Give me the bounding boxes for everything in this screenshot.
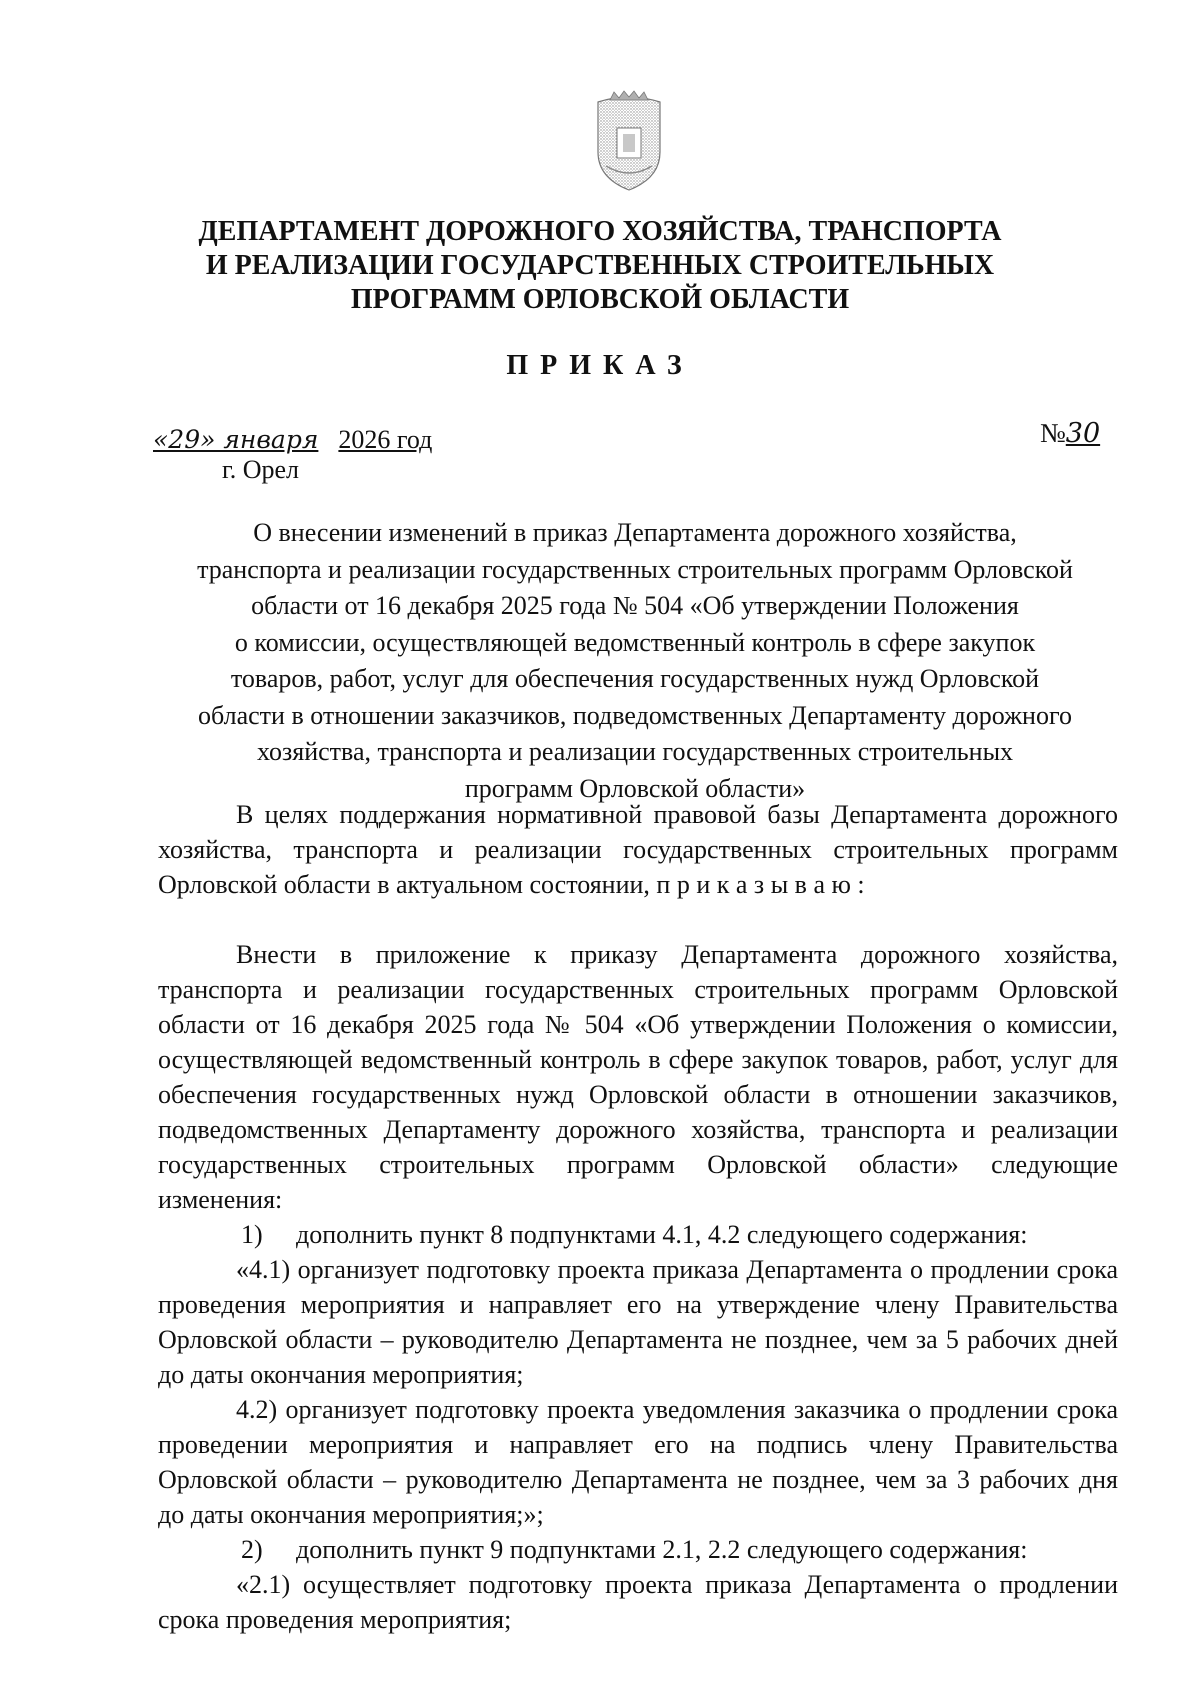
preamble-text: В целях поддержания нормативной правовой базы Департамента дорожного хозяйства, транспорта и реализации государственных строительных программ Орловской области в актуальном состоянии, xyxy=(158,800,1118,899)
subject-line: хозяйства, транспорта и реализации государственных строительных xyxy=(256,737,1014,766)
subject-line: о комиссии, осуществляющей ведомственный контроль в сфере закупок xyxy=(234,627,1036,657)
document-type-heading: ПРИКАЗ xyxy=(506,350,694,381)
order-body xyxy=(158,797,1118,1637)
order-date xyxy=(153,425,453,455)
order-subject xyxy=(150,515,1120,807)
list-item-text: дополнить пункт 9 подпунктами 2.1, 2.2 следующего содержания: xyxy=(296,1535,1028,1564)
list-marker: 1) xyxy=(241,1220,263,1249)
date-year: 2026 год xyxy=(338,425,433,454)
handwritten-date: «29» января xyxy=(153,425,319,454)
handwritten-number: 30 xyxy=(1065,418,1101,449)
preamble-paragraph xyxy=(158,797,1118,902)
number-sign: № xyxy=(1040,418,1066,448)
list-marker: 2) xyxy=(241,1535,263,1564)
subitem-4-2-paragraph: 4.2) организует подготовку проекта уведомления заказчика о продлении срока проведении мероприятия и направляет его на подпись члену Правительства Орловской области – руководителю Департамента не позднее, чем за 3 рабочих дня до даты окончания мероприятия;»; xyxy=(158,1395,1118,1529)
order-number xyxy=(1040,418,1100,449)
coat-of-arms-emblem xyxy=(588,90,670,194)
city-label: г. Орел xyxy=(222,455,300,484)
subject-line: области в отношении заказчиков, подведомственных Департаменту дорожного xyxy=(198,700,1072,730)
subject-line: области от 16 декабря 2025 года № 504 «Об утверждении Положения xyxy=(251,591,1019,620)
subject-line: товаров, работ, услуг для обеспечения государственных нужд Орловской xyxy=(230,664,1040,693)
order-word: п р и к а з ы в а ю : xyxy=(656,870,865,899)
subject-line: транспорта и реализации государственных строительных программ Орловской xyxy=(197,554,1073,584)
department-title-line: ДЕПАРТАМЕНТ ДОРОЖНОГО ХОЗЯЙСТВА, ТРАНСПОРТА xyxy=(198,216,1002,247)
subject-line: программ Орловской области» xyxy=(464,773,806,803)
subject-line: О внесении изменений в приказ Департамента дорожного хозяйства, xyxy=(253,518,1017,547)
department-title xyxy=(150,215,1050,317)
subitem-4-1-paragraph: «4.1) организует подготовку проекта приказа Департамента о продлении срока проведения мероприятия и направляет его на утверждение члену Правительства Орловской области – руководителю Департамента не позднее, чем за 5 рабочих дней до даты окончания мероприятия; xyxy=(158,1255,1118,1389)
intro-paragraph: Внести в приложение к приказу Департамента дорожного хозяйства, транспорта и реализации государственных строительных программ Орловской области от 16 декабря 2025 года № 504 «Об утверждении Положения о комиссии, осуществляющей ведомственный контроль в сфере закупок товаров, работ, услуг для обеспечения государственных нужд Орловской области в отношении заказчиков, подведомственных Департаменту дорожного хозяйства, транспорта и реализации государственных строительных программ Орловской области» следующие изменения: xyxy=(158,940,1118,1214)
list-item-1 xyxy=(158,1217,1118,1252)
list-item-text: дополнить пункт 8 подпунктами 4.1, 4.2 следующего содержания: xyxy=(296,1220,1028,1249)
subitem-2-1-paragraph: «2.1) осуществляет подготовку проекта приказа Департамента о продлении срока проведения мероприятия; xyxy=(158,1570,1118,1634)
list-item-2 xyxy=(158,1532,1118,1567)
department-title-line: И РЕАЛИЗАЦИИ ГОСУДАРСТВЕННЫХ СТРОИТЕЛЬНЫХ xyxy=(205,250,995,281)
department-title-line: ПРОГРАММ ОРЛОВСКОЙ ОБЛАСТИ xyxy=(350,284,850,315)
